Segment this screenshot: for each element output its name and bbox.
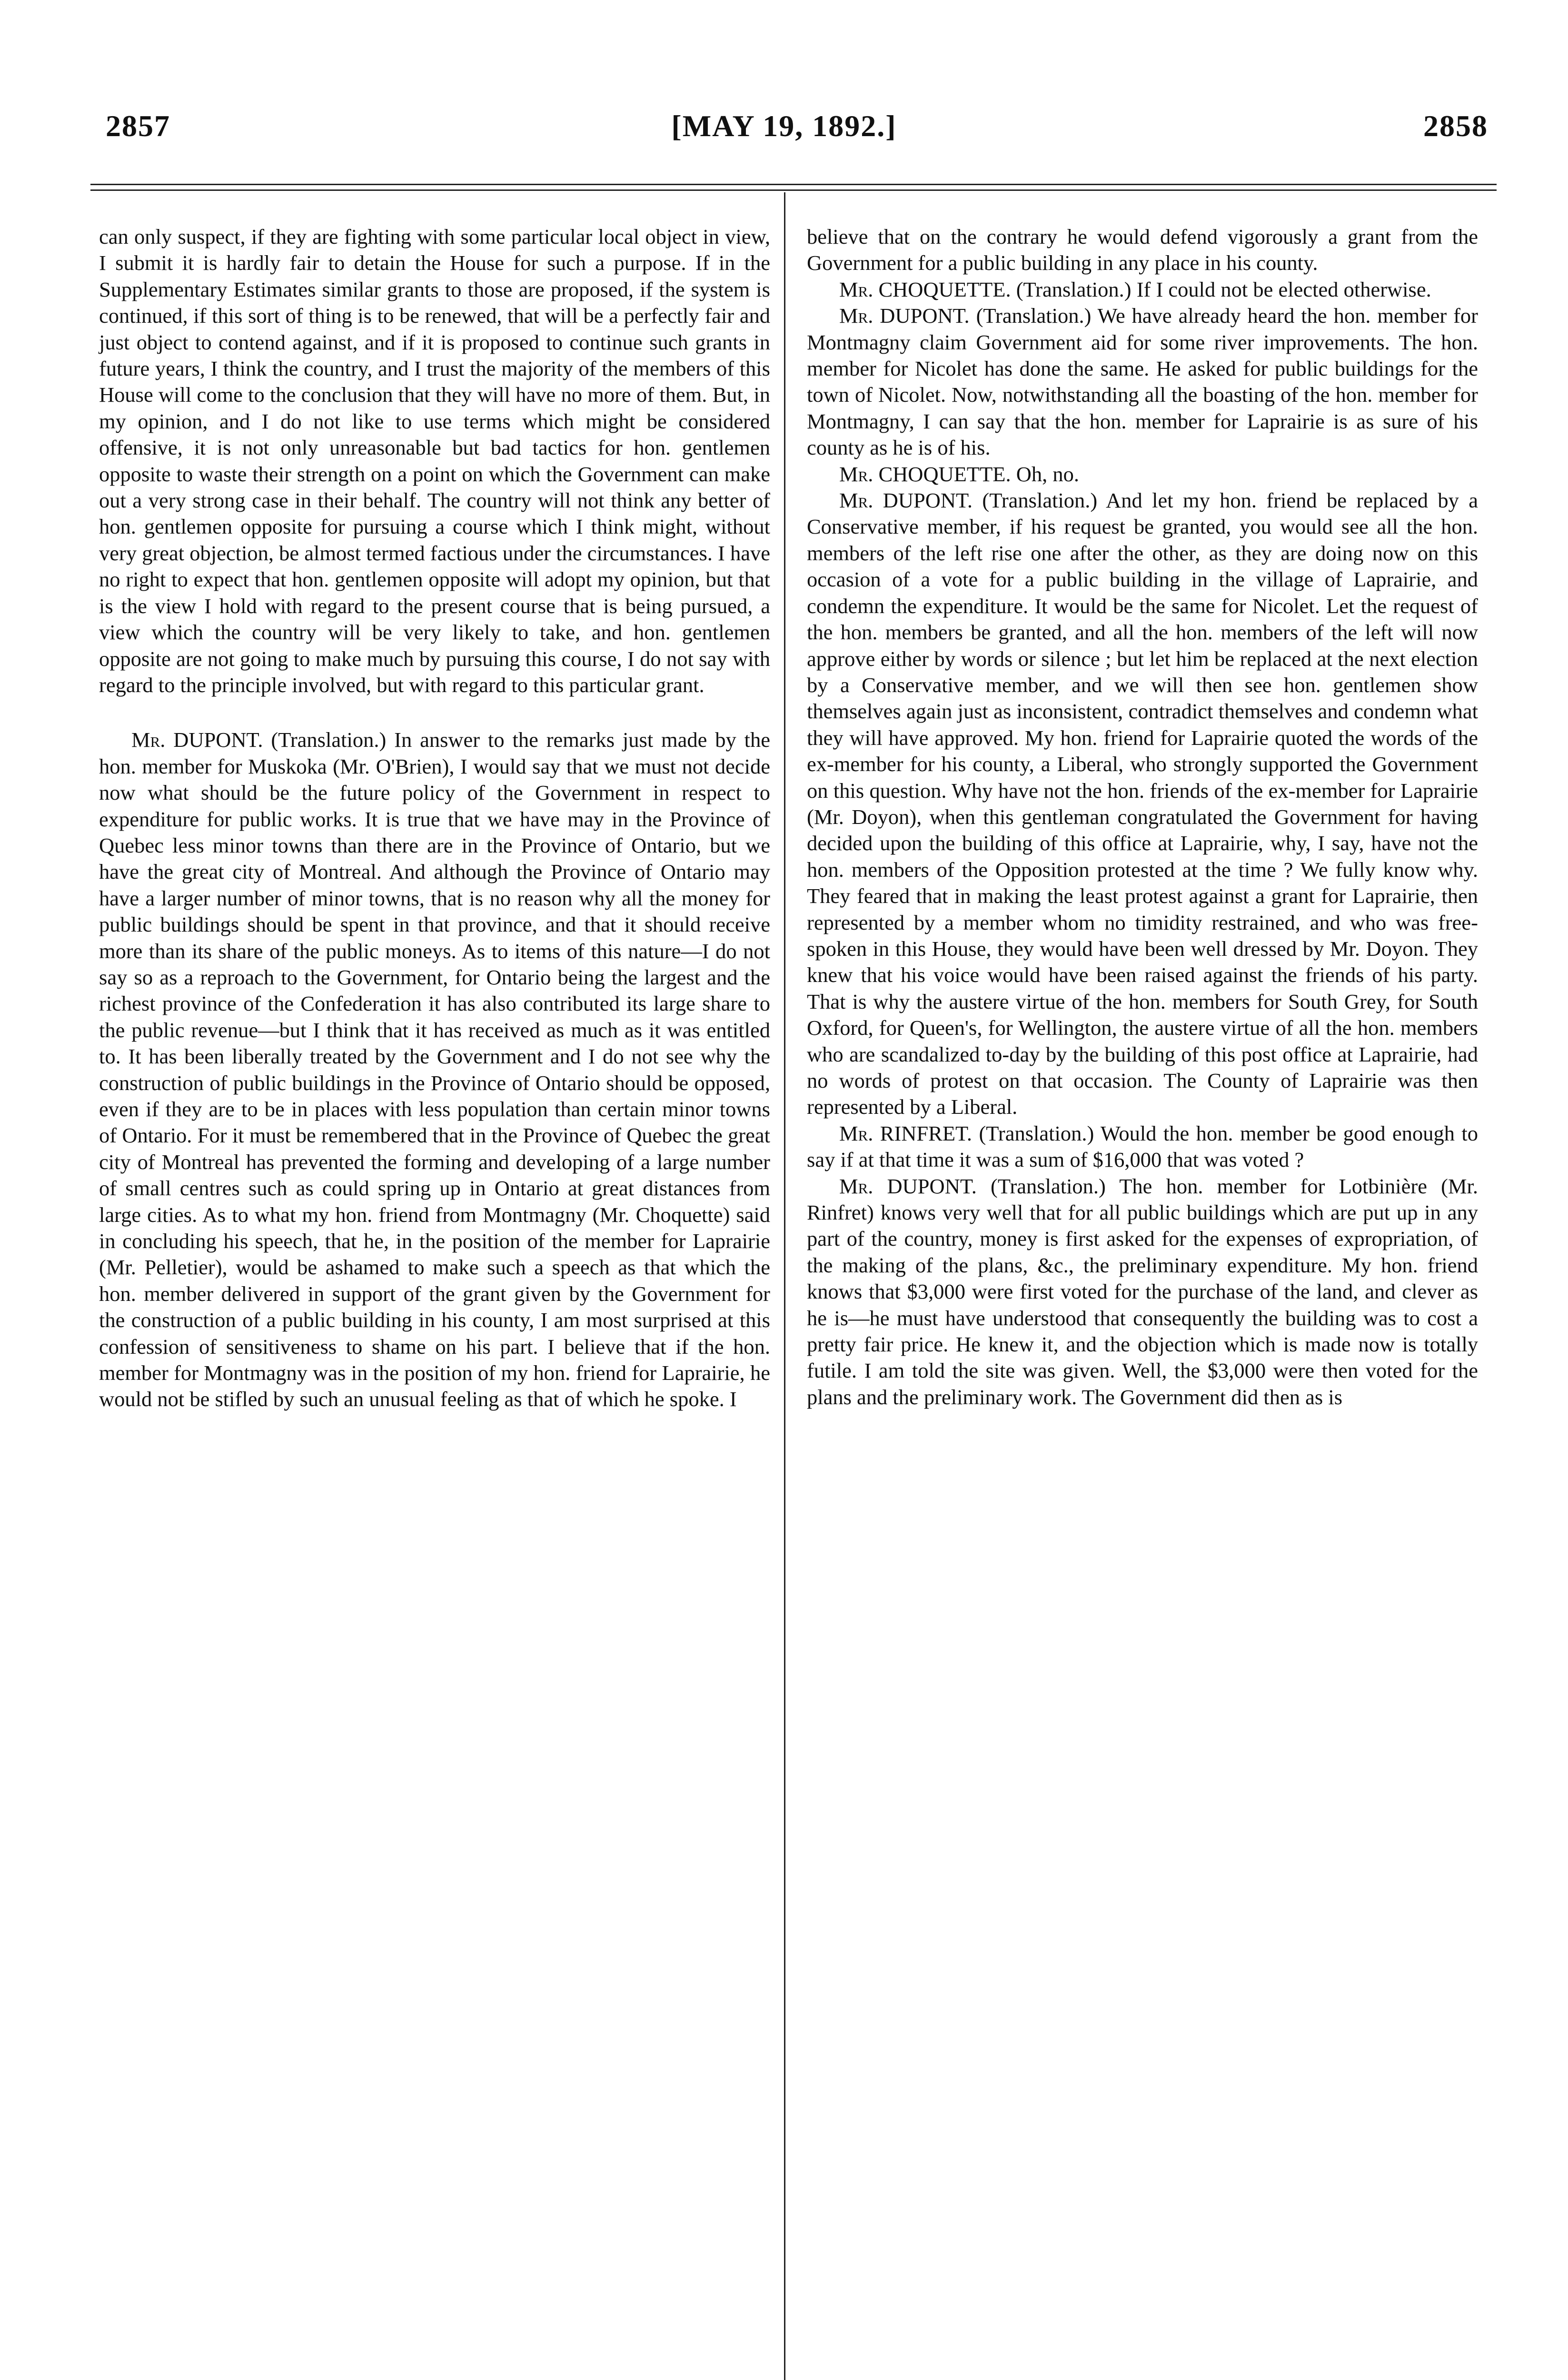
speech-paragraph [99,727,770,1413]
speech-paragraph [807,303,1478,461]
speech-text: (Translation.) Would the hon. member be good enough to say if at that time it was a sum of $16,000 that was voted ? [807,1121,1479,1172]
speaker-name: Mr. CHOQUETTE. [839,277,1011,301]
speech-paragraph [807,277,1478,303]
speech-paragraph [807,487,1478,1121]
speech-paragraph [807,461,1478,487]
header-rule-top [90,184,1497,185]
speech-text: (Translation.) And let my hon. friend be replaced by a Conservative member, if his request be granted, you would see all the hon. members of the left rise one after the other, as they are doing now on this occasion of a vote for a public building in the village of Laprairie, and condemn the expenditure. It would be the same for Nicolet. Let the request of the hon. members be granted, and all the hon. members of the left will now approve either by words or silence ; but let him be replaced at the next election by a Conservative member, and we will then see hon. gentlemen show themselves again just as inconsistent, contradict themselves and condemn what they will have approved. My hon. friend for Laprairie quoted the words of the ex-member for his county, a Liberal, who strongly supported the Government on this question. Why have not the hon. friends of the ex-member for Laprairie (Mr. Doyon), when this gentleman congratulated the Government for having decided upon the building of this office at Laprairie, why, I say, have not the hon. members of the Opposition protested at the time ? We fully know why. They feared that in making the least protest against a grant for Laprairie, then represented by a member whom no timidity restrained, and who was free-spoken in this House, they would have been well dressed by Mr. Doyon. They knew that his voice would have been raised against the friends of his party. That is why the austere virtue of the hon. members for South Grey, for South Oxford, for Queen's, for Wellington, the austere virtue of all the hon. members who are scandalized to-day by the building of this post office at Laprairie, had no words of protest on that occasion. The County of Laprairie was then represented by a Liberal. [807,488,1479,1119]
speech-text: (Translation.) The hon. member for Lotbinière (Mr. Rinfret) knows very well that for all public buildings which are put up in any part of the country, money is first asked for the expenses of expropriation, of the making of the plans, &c., the preliminary expenditure. My hon. friend knows that $3,000 were first voted for the purchase of the land, and clever as he is—he must have understood that consequently the building was to cost a pretty fair price. He knew it, and the objection which is made now is totally futile. I am told the site was given. Well, the $3,000 were then voted for the plans and the preliminary work. The Government did then as is [807,1174,1479,1409]
speaker-name: Mr. DUPONT. [839,1174,977,1198]
left-page-number: 2857 [106,109,170,143]
speech-text: (Translation.) In answer to the remarks just made by the hon. member for Muskoka (Mr. O'Brien), I would say that we must not decide now what should be the future policy of the Government in respect to expenditure for public works. It is true that we have may in the Province of Quebec less minor towns than there are in the Province of Ontario, but we have the great city of Montreal. And although the Province of Ontario may have a larger number of minor towns, that is no reason why all the money for public buildings should be spent in that province, and that it should receive more than its share of the public moneys. As to items of this nature—I do not say so as a reproach to the Government, for Ontario being the largest and the richest province of the Confederation it has also contributed its large share to the public revenue—but I think that it has received as much as it was entitled to. It has been liberally treated by the Government and I do not see why the construction of public buildings in the Province of Ontario should be opposed, even if they are to be in places with less population than certain minor towns of Ontario. For it must be remembered that in the Province of Quebec the great city of Montreal has prevented the forming and developing of a large number of small centres such as could spring up in Ontario at great distances from large cities. As to what my hon. friend from Montmagny (Mr. Choquette) said in concluding his speech, that he, in the position of the member for Laprairie (Mr. Pelletier), would be ashamed to make such a speech as that which the hon. member delivered in support of the grant given by the Government for the construction of a public building in his county, I am most surprised at this confession of sensitiveness to shame on his part. I believe that if the hon. member for Montmagny was in the position of my hon. friend for Laprairie, he would not be stifled by such an unusual feeling as that of which he spoke. I [99,728,771,1411]
speech-text: (Translation.) We have already heard the hon. member for Montmagny claim Government aid for some river improvements. The hon. member for Nicolet has done the same. He asked for public buildings for the town of Nicolet. Now, notwithstanding all the boasting of the hon. member for Montmagny, I can say that the hon. member for Laprairie is as sure of his county as he is of his. [807,304,1479,460]
speaker-name: Mr. DUPONT. [131,728,263,752]
speech-text: Oh, no. [1016,462,1079,486]
paragraph [807,224,1478,277]
speaker-name: Mr. CHOQUETTE. [839,462,1011,486]
speech-paragraph [807,1121,1478,1173]
paragraph-text: believe that on the contrary he would defend vigorously a grant from the Government for a public building in any place in his county. [807,225,1478,275]
speech-paragraph [807,1173,1478,1411]
header-rule-bottom [90,189,1497,191]
right-page-number: 2858 [1423,109,1488,143]
speaker-name: Mr. DUPONT. [839,304,970,328]
paragraph-text: can only suspect, if they are fighting with some particular local object in view, I submit it is hardly fair to detain the House for such a purpose. If in the Supplementary Estimates similar grants to those are proposed, if the system is continued, if this sort of thing is to be renewed, that will be a perfectly fair and just object to contend against, and if it is proposed to continue such grants in future years, I think the country, and I trust the majority of the members of this House will come to the conclusion that they will have no more of them. But, in my opinion, and I do not like to use terms which might be considered offensive, it is not only unreasonable but bad tactics for hon. gentlemen opposite to waste their strength on a point on which the Government can make out a very strong case in their behalf. The country will not think any better of hon. gentlemen opposite for pursuing a course which I think might, without very great objection, be almost termed factious under the circumstances. I have no right to expect that hon. gentlemen opposite will adopt my opinion, but that is the view I hold with regard to the present course that is being pursued, a view which the country will be very likely to take, and hon. gentlemen opposite are not going to make much by pursuing this course, I do not say with regard to the principle involved, but with regard to this particular grant. [99,225,770,697]
paragraph [99,224,770,698]
right-column [807,224,1478,1410]
left-column [99,224,770,1413]
speaker-name: Mr. DUPONT. [839,488,973,513]
speech-text: (Translation.) If I could not be elected otherwise. [1016,277,1431,301]
column-divider [784,192,785,2380]
speaker-name: Mr. RINFRET. [839,1121,973,1145]
page-date: [MAY 19, 1892.] [671,109,897,143]
